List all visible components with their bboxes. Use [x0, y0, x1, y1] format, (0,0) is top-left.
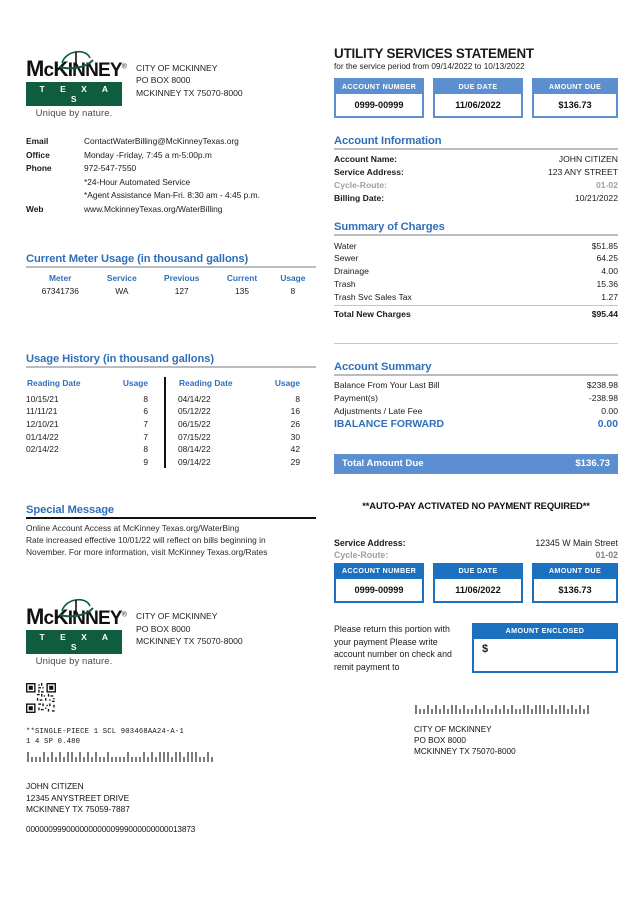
mckinney-logo-stub: [26, 594, 127, 668]
stub-service-address-label: Service Address:: [334, 537, 406, 548]
amount-enclosed-label: AMOUNT ENCLOSED: [472, 623, 618, 639]
company-address-line: CITY OF MCKINNEY: [136, 63, 218, 73]
column-header: Current: [226, 272, 258, 283]
reading-date: 04/14/22: [178, 393, 211, 404]
divider: [26, 266, 316, 268]
usage-history-left: [26, 377, 164, 469]
left-column: [26, 46, 316, 834]
reading-date: 07/15/22: [178, 431, 211, 442]
reading-date: 10/15/21: [26, 393, 59, 404]
remit-to-block: [334, 703, 618, 757]
box-label: AMOUNT DUE: [532, 78, 618, 94]
charge-value: 15.36: [596, 278, 618, 289]
account-number-box: [334, 78, 424, 118]
contact-row: [26, 135, 316, 149]
box-label: ACCOUNT NUMBER: [334, 563, 424, 579]
charge-label: Drainage: [334, 266, 369, 277]
usage-value: 7: [143, 431, 148, 442]
column-header: Usage: [122, 377, 148, 388]
usage-history-tables: [26, 377, 316, 469]
endorsement-line: 1 4 SP 0.480: [26, 737, 81, 746]
info-row: [334, 179, 618, 192]
company-address: [136, 46, 243, 99]
table-row: [178, 393, 316, 406]
table-row: [178, 430, 316, 443]
table-row: [26, 393, 164, 406]
total-value: $95.44: [591, 309, 618, 320]
summary-row: [334, 379, 618, 392]
box-value: $136.73: [532, 579, 618, 603]
contact-label: [26, 176, 84, 190]
company-address-line: PO BOX 8000: [136, 75, 191, 86]
tree-icon: [56, 46, 96, 72]
charge-value: $51.85: [591, 240, 618, 251]
stub-amount-due-box: [532, 563, 618, 603]
balance-forward-row: [334, 417, 618, 431]
meter-usage-title: Current Meter Usage (in thousand gallons): [26, 252, 249, 265]
contact-label: Web: [26, 203, 44, 214]
mckinney-logo: [26, 46, 127, 119]
remit-barcode: [414, 703, 604, 717]
usage-value: 26: [290, 419, 300, 430]
summary-boxes: [334, 78, 618, 118]
reading-date: [26, 456, 104, 469]
summary-row: [334, 392, 618, 405]
charge-label: Sewer: [334, 253, 359, 264]
customer-address: [26, 781, 316, 815]
table-row: [178, 443, 316, 456]
usage-value: 30: [290, 431, 300, 442]
charge-label: Trash Svc Sales Tax: [334, 291, 412, 302]
contact-info: [26, 135, 316, 217]
column-header: Reading Date: [27, 377, 81, 388]
charge-row: [334, 239, 618, 252]
stub-cycle-route-row: [334, 549, 618, 561]
table-row: [26, 285, 316, 297]
contact-value: ContactWaterBilling@McKinneyTexas.org: [84, 136, 239, 146]
table-header-row: [26, 377, 164, 393]
charge-row: [334, 277, 618, 290]
account-summary-title: Account Summary: [334, 360, 432, 373]
logo-wordmark: McKINNEY®: [26, 604, 127, 630]
contact-value: www.MckinneyTexas.org/WaterBilling: [84, 203, 223, 214]
remit-section: [334, 623, 618, 673]
meter-id: 67341736: [41, 285, 79, 296]
message-line: Online Account Access at McKinney Texas.org/WaterBing: [26, 523, 240, 534]
contact-row: [26, 203, 316, 217]
box-label: DUE DATE: [433, 563, 523, 579]
divider: [334, 305, 618, 306]
logo-texas-bar: T E X A S: [26, 630, 122, 654]
remit-to-address: [414, 724, 618, 757]
stub-cycle-route-value: 01-02: [595, 549, 618, 560]
contact-label: Office: [26, 149, 50, 160]
reading-date: 01/14/22: [26, 431, 59, 442]
company-address-stub: [136, 594, 243, 647]
stub-due-date-box: [433, 563, 523, 603]
column-header: Service: [106, 272, 137, 283]
charge-label: Water: [334, 240, 357, 251]
right-column: [334, 46, 618, 757]
logo-wordmark: McKINNEY®: [26, 56, 127, 81]
customer-address-line: JOHN CITIZEN: [26, 781, 84, 792]
special-message-section: [26, 504, 316, 558]
stub-summary-boxes: [334, 563, 618, 603]
summary-of-charges-section: [334, 221, 618, 344]
usage-value: 6: [143, 406, 148, 417]
summary-of-charges-title: Summary of Charges: [334, 221, 445, 234]
info-row: [334, 191, 618, 204]
summary-label: Balance From Your Last Bill: [334, 380, 440, 391]
current-reading: 135: [235, 285, 249, 296]
divider: [334, 343, 618, 344]
remit-address-line: CITY OF MCKINNEY: [414, 725, 492, 735]
previous-reading: 127: [174, 285, 189, 296]
company-address-line: CITY OF MCKINNEY: [136, 611, 218, 622]
divider: [26, 366, 316, 368]
usage-history-table: [178, 377, 316, 469]
total-amount-due-value: $136.73: [575, 458, 610, 470]
autopay-notice: **AUTO-PAY ACTIVATED NO PAYMENT REQUIRED**: [362, 499, 590, 511]
currency-symbol: $: [482, 642, 489, 655]
special-message-body: [26, 522, 316, 558]
charge-row: [334, 265, 618, 278]
charge-row: [334, 290, 618, 303]
table-header-row: [178, 377, 316, 393]
reading-date: 09/14/22: [178, 456, 211, 467]
service-code: WA: [115, 285, 129, 296]
service-period: for the service period from 09/14/2022 to 10/13/2022: [334, 62, 525, 71]
contact-label: [26, 189, 84, 203]
tree-icon: [56, 594, 96, 620]
table-row: [26, 443, 164, 456]
amount-due-box: [532, 78, 618, 118]
contact-value: *24-Hour Automated Service: [84, 176, 191, 187]
info-row: [334, 166, 618, 179]
customer-address-line: 12345 ANYSTREET DRIVE: [26, 792, 130, 803]
table-row: [26, 405, 164, 418]
payment-stub: [334, 500, 618, 757]
charge-row: [334, 252, 618, 265]
info-label: Account Name:: [334, 154, 398, 165]
remit-instructions: Please return this portion with your payment Please write account number on check and remit payment to: [334, 623, 452, 672]
info-value: 01-02: [596, 179, 618, 190]
company-address-line: PO BOX 8000: [136, 623, 191, 634]
due-date-box: [433, 78, 523, 118]
box-label: DUE DATE: [433, 78, 523, 94]
summary-label: Payment(s): [334, 392, 378, 403]
column-header: Previous: [164, 272, 200, 283]
contact-row: [26, 176, 316, 190]
company-address-line: MCKINNEY TX 75070-8000: [136, 635, 243, 646]
total-label: Total New Charges: [334, 309, 411, 320]
info-label: Service Address:: [334, 167, 404, 178]
divider: [334, 148, 618, 150]
meter-usage-table: [26, 271, 316, 297]
reading-date: 06/15/22: [178, 419, 211, 430]
special-message-title: Special Message: [26, 504, 115, 517]
logo-texas-bar: T E X A S: [26, 82, 122, 106]
page-title: UTILITY SERVICES STATEMENT: [334, 46, 534, 61]
charge-value: 64.25: [596, 253, 618, 264]
summary-label: Adjustments / Late Fee: [334, 405, 423, 416]
summary-value: 0.00: [601, 405, 618, 416]
info-row: [334, 153, 618, 166]
mailing-block: [26, 683, 316, 833]
usage-history-table: [26, 377, 164, 469]
divider: [334, 234, 618, 236]
box-label: AMOUNT DUE: [532, 563, 618, 579]
account-scanline: 00000099900000000000999000000000013873: [26, 824, 196, 834]
charge-value: 4.00: [601, 266, 618, 277]
usage-value: 9: [143, 456, 148, 467]
usage-history-section: [26, 353, 316, 469]
table-row: [26, 418, 164, 431]
usage-value: 16: [290, 406, 300, 417]
contact-label: Phone: [26, 163, 52, 174]
stub-account-number-box: [334, 563, 424, 603]
message-line: Rate increased effective 10/01/22 will reflect on bills beginning in: [26, 535, 266, 546]
info-label: Cycle-Route:: [334, 179, 388, 190]
stub-service-info: [334, 537, 618, 561]
info-value: 123 ANY STREET: [547, 167, 618, 178]
summary-value: $238.98: [586, 380, 618, 391]
remit-address-line: PO BOX 8000: [414, 736, 466, 746]
divider: [26, 517, 316, 519]
usage-value: 7: [143, 419, 148, 430]
reading-date: 05/12/22: [178, 406, 211, 417]
contact-row: [26, 189, 316, 203]
usage-value: 8: [143, 393, 148, 404]
column-header: Reading Date: [179, 377, 233, 388]
table-row: [178, 456, 316, 469]
company-header: [26, 46, 316, 119]
contact-value: 972-547-7550: [84, 163, 137, 174]
contact-row: [26, 149, 316, 163]
usage-value: 8: [290, 285, 296, 296]
contact-value: *Agent Assistance Man-Fri. 8:30 am - 4:45 p.m.: [84, 190, 260, 201]
account-information-title: Account Information: [334, 135, 442, 147]
amount-enclosed-field[interactable]: [472, 639, 618, 673]
total-amount-due-bar: [334, 454, 618, 474]
customer-address-line: MCKINNEY TX 75059-7887: [26, 804, 130, 815]
amount-enclosed-box: [472, 623, 618, 673]
reading-date: 08/14/22: [178, 444, 211, 455]
logo-tagline: Unique by nature.: [35, 656, 113, 668]
info-label: Billing Date:: [334, 192, 385, 203]
info-value: JOHN CITIZEN: [558, 154, 618, 165]
reading-date: 11/11/21: [26, 406, 58, 417]
table-row: [26, 430, 164, 443]
divider: [334, 374, 618, 376]
remit-address-line: MCKINNEY TX 75070-8000: [414, 747, 516, 757]
qr-code-icon: [26, 683, 56, 713]
company-address-line: MCKINNEY TX 75070-8000: [136, 87, 243, 98]
company-header-stub: [26, 594, 316, 667]
box-value: 0999-00999: [334, 94, 424, 118]
info-value: 10/21/2022: [574, 192, 618, 203]
column-header: Usage: [280, 272, 306, 283]
charge-value: 1.27: [601, 291, 618, 302]
logo-tagline: Unique by nature.: [35, 108, 113, 119]
charge-label: Trash: [334, 278, 356, 289]
box-value: 11/06/2022: [433, 579, 523, 603]
table-row: [178, 418, 316, 431]
stub-cycle-route-label: Cycle-Route:: [334, 549, 389, 560]
usage-value: 8: [143, 444, 148, 455]
table-row: [178, 405, 316, 418]
total-amount-due-label: Total Amount Due: [342, 458, 424, 470]
summary-value: -238.98: [588, 392, 618, 403]
endorsement-line: **SINGLE-PIECE 1 SCL 903468AA24-A-1: [26, 728, 184, 737]
summary-row: [334, 404, 618, 417]
contact-label: Email: [26, 136, 49, 146]
column-header: Usage: [274, 377, 300, 388]
reading-date: 02/14/22: [26, 444, 59, 455]
table-header-row: [26, 271, 316, 285]
meter-usage-section: [26, 253, 316, 297]
balance-forward-value: 0.00: [597, 418, 618, 430]
box-label: ACCOUNT NUMBER: [334, 78, 424, 94]
stub-service-address-row: [334, 537, 618, 549]
usage-history-title: Usage History (in thousand gallons): [26, 352, 214, 365]
message-line: November. For more information, visit McKinney Texas.org/Rates: [26, 547, 268, 558]
box-value: $136.73: [532, 94, 618, 118]
usage-value: 8: [295, 393, 300, 404]
postal-barcode: [26, 749, 226, 765]
table-row: [26, 456, 164, 469]
total-new-charges-row: [334, 308, 618, 321]
contact-value: Monday -Friday, 7:45 a m-5:00p.m: [84, 149, 212, 160]
balance-forward-label: IBALANCE FORWARD: [334, 418, 445, 430]
postal-endorsement: [26, 728, 316, 747]
column-header: Meter: [49, 272, 72, 283]
usage-value: 42: [290, 444, 300, 455]
account-information-section: [334, 135, 618, 204]
reading-date: 12/10/21: [26, 419, 59, 430]
stub-service-address-value: 12345 W Main Street: [535, 537, 618, 548]
contact-row: [26, 162, 316, 176]
box-value: 0999-00999: [334, 579, 424, 603]
box-value: 11/06/2022: [433, 94, 523, 118]
usage-value: 29: [290, 456, 300, 467]
usage-history-right: [164, 377, 316, 469]
account-summary-section: [334, 361, 618, 474]
